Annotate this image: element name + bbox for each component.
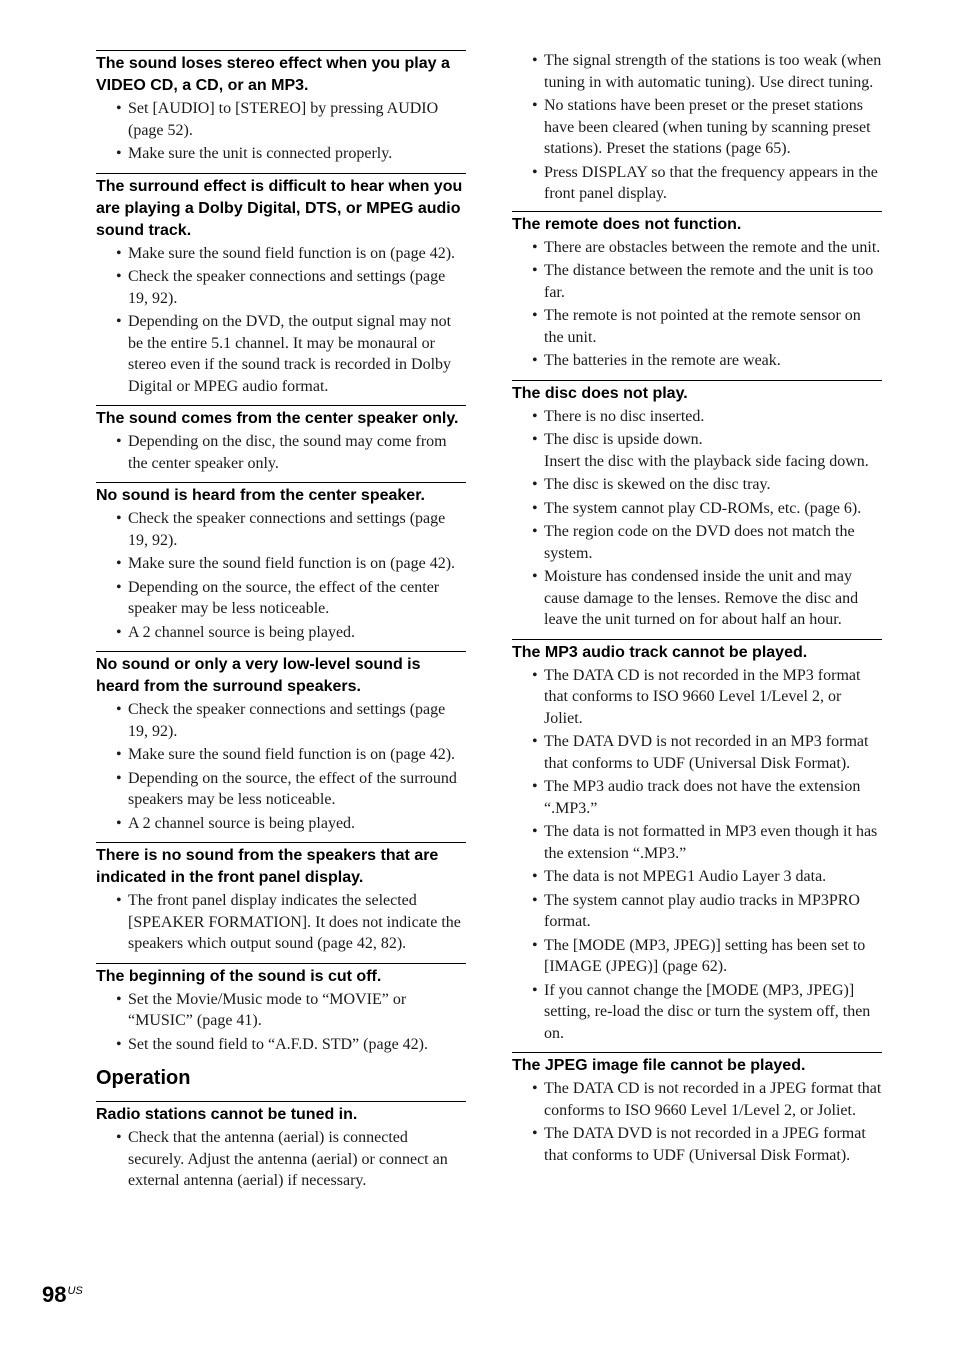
- item-list: [96, 989, 466, 1056]
- list-item: • The front panel display indicates the selected [SPEAKER FORMATION]. It does not indicate the speakers which output sound (page 42, 82).: [96, 890, 466, 955]
- item-list: [512, 406, 882, 631]
- item-list: [512, 237, 882, 372]
- list-item: • The data is not formatted in MP3 even though it has the extension “.MP3.”: [512, 821, 882, 864]
- operation-sections: [96, 1101, 466, 1192]
- item-list: [96, 243, 466, 398]
- list-item: • Check the speaker connections and settings (page 19, 92).: [96, 266, 466, 309]
- section-title: The remote does not function.: [512, 215, 742, 233]
- item-list: [512, 1078, 882, 1166]
- item-list: [96, 431, 466, 474]
- list-item: • Depending on the source, the effect of the center speaker may be less noticeable.: [96, 577, 466, 620]
- troubleshooting-section: [512, 1052, 882, 1166]
- item-list: [512, 665, 882, 1045]
- list-item: • Depending on the disc, the sound may come from the center speaker only.: [96, 431, 466, 474]
- list-item: • Set [AUDIO] to [STEREO] by pressing AUDIO (page 52).: [96, 98, 466, 141]
- section-title: There is no sound from the speakers that are indicated in the front panel display.: [96, 847, 439, 886]
- list-item: • Depending on the source, the effect of the surround speakers may be less noticeable.: [96, 768, 466, 811]
- list-item: • The remote is not pointed at the remote sensor on the unit.: [512, 305, 882, 348]
- list-item: • Depending on the DVD, the output signal may not be the entire 5.1 channel. It may be monaural or stereo even if the sound track is recorded in Dolby Digital or MPEG audio format.: [96, 311, 466, 397]
- section-title: The disc does not play.: [512, 384, 688, 402]
- troubleshooting-section: [96, 50, 466, 165]
- right-sections: [512, 211, 882, 1167]
- section-title: No sound or only a very low-level sound is heard from the surround speakers.: [96, 656, 421, 695]
- troubleshooting-section: [96, 482, 466, 643]
- item-list: [96, 98, 466, 165]
- list-item: • The signal strength of the stations is too weak (when tuning in with automatic tuning). Use direct tuning.: [512, 50, 882, 93]
- list-item: • Make sure the sound field function is on (page 42).: [96, 553, 466, 575]
- list-item: • The DATA DVD is not recorded in a JPEG format that conforms to UDF (Universal Disk Format).: [512, 1123, 882, 1166]
- list-item: • The system cannot play audio tracks in MP3PRO format.: [512, 890, 882, 933]
- list-item: • The batteries in the remote are weak.: [512, 350, 882, 372]
- list-item: • If you cannot change the [MODE (MP3, JPEG)] setting, re-load the disc or turn the system off, then on.: [512, 980, 882, 1045]
- list-item: • No stations have been preset or the preset stations have been cleared (when tuning by scanning preset stations). Preset the stations (page 65).: [512, 95, 882, 160]
- troubleshooting-section: [512, 211, 882, 372]
- list-item: • The system cannot play CD-ROMs, etc. (page 6).: [512, 498, 882, 520]
- section-title: The sound comes from the center speaker only.: [96, 410, 459, 427]
- section-title: The surround effect is difficult to hear when you are playing a Dolby Digital, DTS, or MPEG audio sound track.: [96, 177, 463, 239]
- section-title: No sound is heard from the center speaker.: [96, 487, 425, 504]
- item-list: [96, 1127, 466, 1192]
- list-item: • There is no disc inserted.: [512, 406, 882, 428]
- item-list: [96, 508, 466, 643]
- list-item: • Make sure the unit is connected properly.: [96, 143, 466, 165]
- page-number: [42, 1282, 83, 1308]
- list-item: • Check that the antenna (aerial) is connected securely. Adjust the antenna (aerial) or connect an external antenna (aerial) if necessary.: [96, 1127, 466, 1192]
- troubleshooting-section: [96, 842, 466, 955]
- list-item: • The DATA CD is not recorded in a JPEG format that conforms to ISO 9660 Level 1/Level 2, or Joliet.: [512, 1078, 882, 1121]
- list-item: • The region code on the DVD does not match the system.: [512, 521, 882, 564]
- section-title: The JPEG image file cannot be played.: [512, 1057, 806, 1074]
- page-suffix: US: [67, 1285, 83, 1297]
- list-item: • The disc is skewed on the disc tray.: [512, 474, 882, 496]
- troubleshooting-section: [96, 1101, 466, 1192]
- operation-heading: Operation: [96, 1067, 191, 1089]
- troubleshooting-section: [96, 651, 466, 834]
- troubleshooting-section: [512, 639, 882, 1045]
- item-list: [96, 699, 466, 834]
- continued-items: [512, 50, 882, 205]
- right-column: [512, 50, 882, 1174]
- section-title: The beginning of the sound is cut off.: [96, 967, 382, 985]
- list-item-line: Insert the disc with the playback side facing down.: [544, 452, 869, 470]
- troubleshooting-section: [512, 380, 882, 631]
- list-item: • Set the Movie/Music mode to “MOVIE” or “MUSIC” (page 41).: [96, 989, 466, 1032]
- troubleshooting-section: [96, 173, 466, 398]
- list-item: • The DATA DVD is not recorded in an MP3 format that conforms to UDF (Universal Disk Format).: [512, 731, 882, 774]
- list-item: • Check the speaker connections and settings (page 19, 92).: [96, 508, 466, 551]
- list-item: • Press DISPLAY so that the frequency appears in the front panel display.: [512, 162, 882, 205]
- list-item: • There are obstacles between the remote and the unit.: [512, 237, 882, 259]
- list-item: • The [MODE (MP3, JPEG)] setting has been set to [IMAGE (JPEG)] (page 62).: [512, 935, 882, 978]
- page-number-value: 98: [42, 1282, 67, 1307]
- section-title: The MP3 audio track cannot be played.: [512, 643, 808, 661]
- list-item: • Check the speaker connections and settings (page 19, 92).: [96, 699, 466, 742]
- list-item: • A 2 channel source is being played.: [96, 813, 466, 835]
- list-item: • The distance between the remote and the unit is too far.: [512, 260, 882, 303]
- list-item: • The DATA CD is not recorded in the MP3 format that conforms to ISO 9660 Level 1/Level 2, or Joliet.: [512, 665, 882, 730]
- section-title: Radio stations cannot be tuned in.: [96, 1106, 358, 1123]
- left-column: [96, 50, 466, 1200]
- item-list: [96, 890, 466, 955]
- section-title: The sound loses stereo effect when you play a VIDEO CD, a CD, or an MP3.: [96, 55, 450, 94]
- list-item: • Moisture has condensed inside the unit and may cause damage to the lenses. Remove the disc and leave the unit turned on for about half an hour.: [512, 566, 882, 631]
- list-item: • Set the sound field to “A.F.D. STD” (page 42).: [96, 1034, 466, 1056]
- list-item: • Make sure the sound field function is on (page 42).: [96, 744, 466, 766]
- list-item: • Make sure the sound field function is on (page 42).: [96, 243, 466, 265]
- list-item: • A 2 channel source is being played.: [96, 622, 466, 644]
- list-item: [512, 429, 882, 472]
- list-item: • The data is not MPEG1 Audio Layer 3 data.: [512, 866, 882, 888]
- troubleshooting-section: [96, 963, 466, 1056]
- left-sections: [96, 50, 466, 1055]
- list-item: • The MP3 audio track does not have the extension “.MP3.”: [512, 776, 882, 819]
- troubleshooting-section: [96, 405, 466, 474]
- list-item-line: • The disc is upside down.: [544, 431, 703, 448]
